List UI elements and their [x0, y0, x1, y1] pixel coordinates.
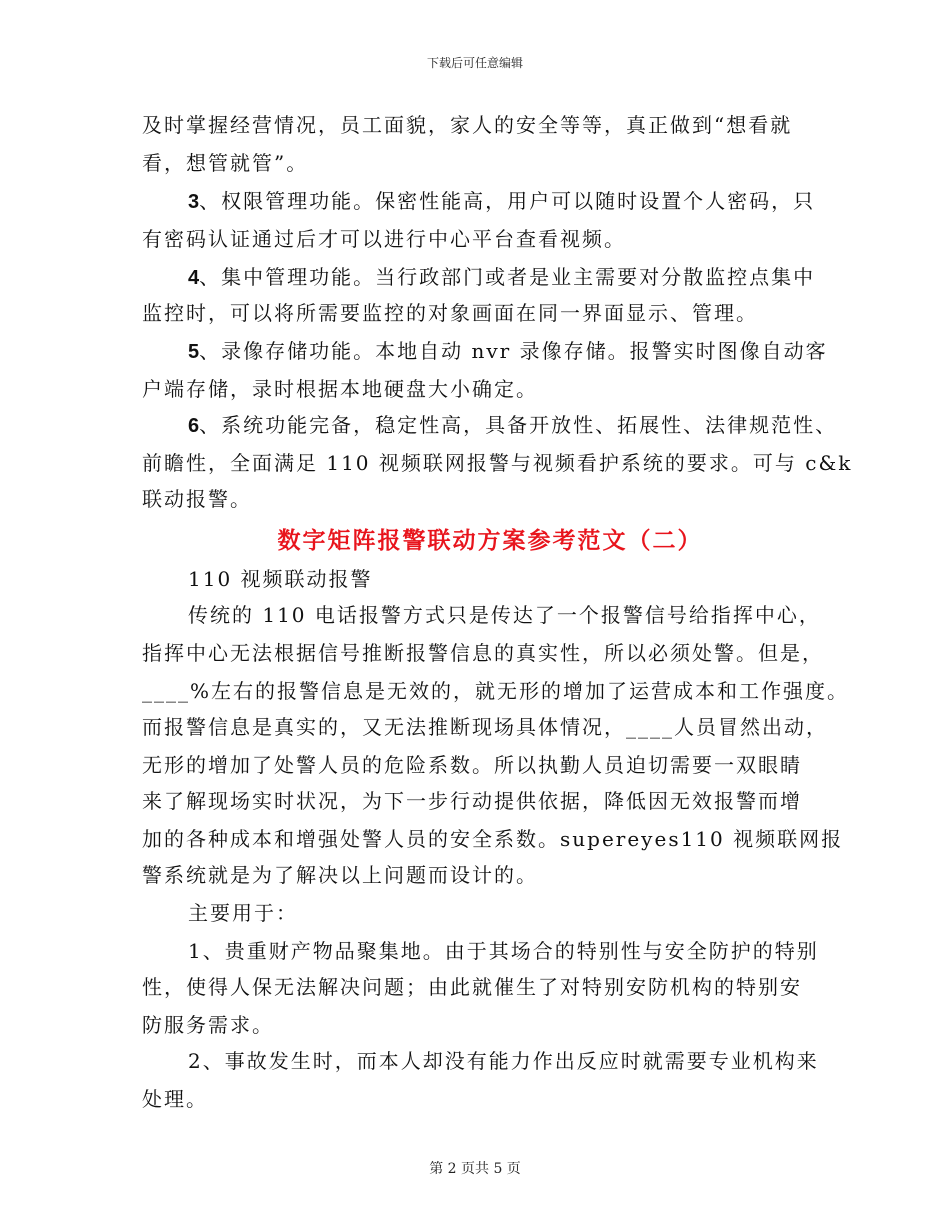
list-text: 、权限管理功能。保密性能高，用户可以随时设置个人密码，只 [199, 189, 816, 213]
body-line: 户端存储，录时根据本地硬盘大小确定。 [142, 377, 538, 401]
list-number: 6 [188, 415, 200, 437]
body-line: 联动报警。 [142, 487, 252, 511]
body-line: ____%左右的报警信息是无效的，就无形的增加了运营成本和工作强度。 [142, 679, 850, 703]
body-line: 有密码认证通过后才可以进行中心平台查看视频。 [142, 227, 626, 251]
list-number: 4 [188, 267, 200, 289]
body-line: 监控时，可以将所需要监控的对象画面在同一界面显示、管理。 [142, 301, 758, 325]
use-item-1: 1、贵重财产物品聚集地。由于其场合的特别性与安全防护的特别 [188, 939, 819, 963]
body-line: 来了解现场实时状况，为下一步行动提供依据，降低因无效报警而增 [142, 789, 802, 813]
list-number: 3 [188, 191, 200, 213]
body-line: 及时掌握经营情况，员工面貌，家人的安全等等，真正做到“想看就 [142, 113, 793, 137]
list-text: 、录像存储功能。本地自动 nvr 录像存储。报警实时图像自动客 [199, 339, 828, 363]
list-text: 、系统功能完备，稳定性高，具备开放性、拓展性、法律规范性、 [199, 413, 838, 437]
page-footer: 第 2 页共 5 页 [429, 1161, 521, 1177]
body-line: 指挥中心无法根据信号推断报警信息的真实性，所以必须处警。但是， [142, 641, 824, 665]
list-item-4 [188, 264, 815, 291]
body-line: 加的各种成本和增强处警人员的安全系数。supereyes110 视频联网报 [142, 827, 844, 851]
list-item-6 [188, 412, 837, 439]
body-line: 性，使得人保无法解决问题；由此就催生了对特别安防机构的特别安 [142, 975, 802, 999]
body-line: 无形的增加了处警人员的危险系数。所以执勤人员迫切需要一双眼睛 [142, 753, 802, 777]
list-item-5 [188, 338, 828, 365]
body-line: 看，想管就管”。 [142, 151, 309, 175]
subtitle: 110 视频联动报警 [188, 567, 373, 591]
main-use-heading: 主要用于： [188, 901, 298, 925]
list-item-3 [188, 188, 815, 215]
list-text: 、集中管理功能。当行政部门或者是业主需要对分散监控点集中 [199, 265, 816, 289]
body-line: 前瞻性，全面满足 110 视频联网报警与视频看护系统的要求。可与 c&k [142, 451, 853, 475]
body-line: 警系统就是为了解决以上问题而设计的。 [142, 863, 538, 887]
list-number: 5 [188, 341, 200, 363]
section-title: 数字矩阵报警联动方案参考范文（二） [277, 527, 703, 554]
body-line: 防服务需求。 [142, 1013, 274, 1037]
use-item-2: 2、事故发生时，而本人却没有能力作出反应时就需要专业机构来 [188, 1049, 819, 1073]
page-header: 下载后可任意编辑 [426, 56, 523, 70]
body-line: 而报警信息是真实的，又无法推断现场具体情况，____人员冒然出动， [142, 715, 828, 739]
body-line: 传统的 110 电话报警方式只是传达了一个报警信号给指挥中心， [188, 603, 821, 627]
body-line: 处理。 [142, 1087, 208, 1111]
